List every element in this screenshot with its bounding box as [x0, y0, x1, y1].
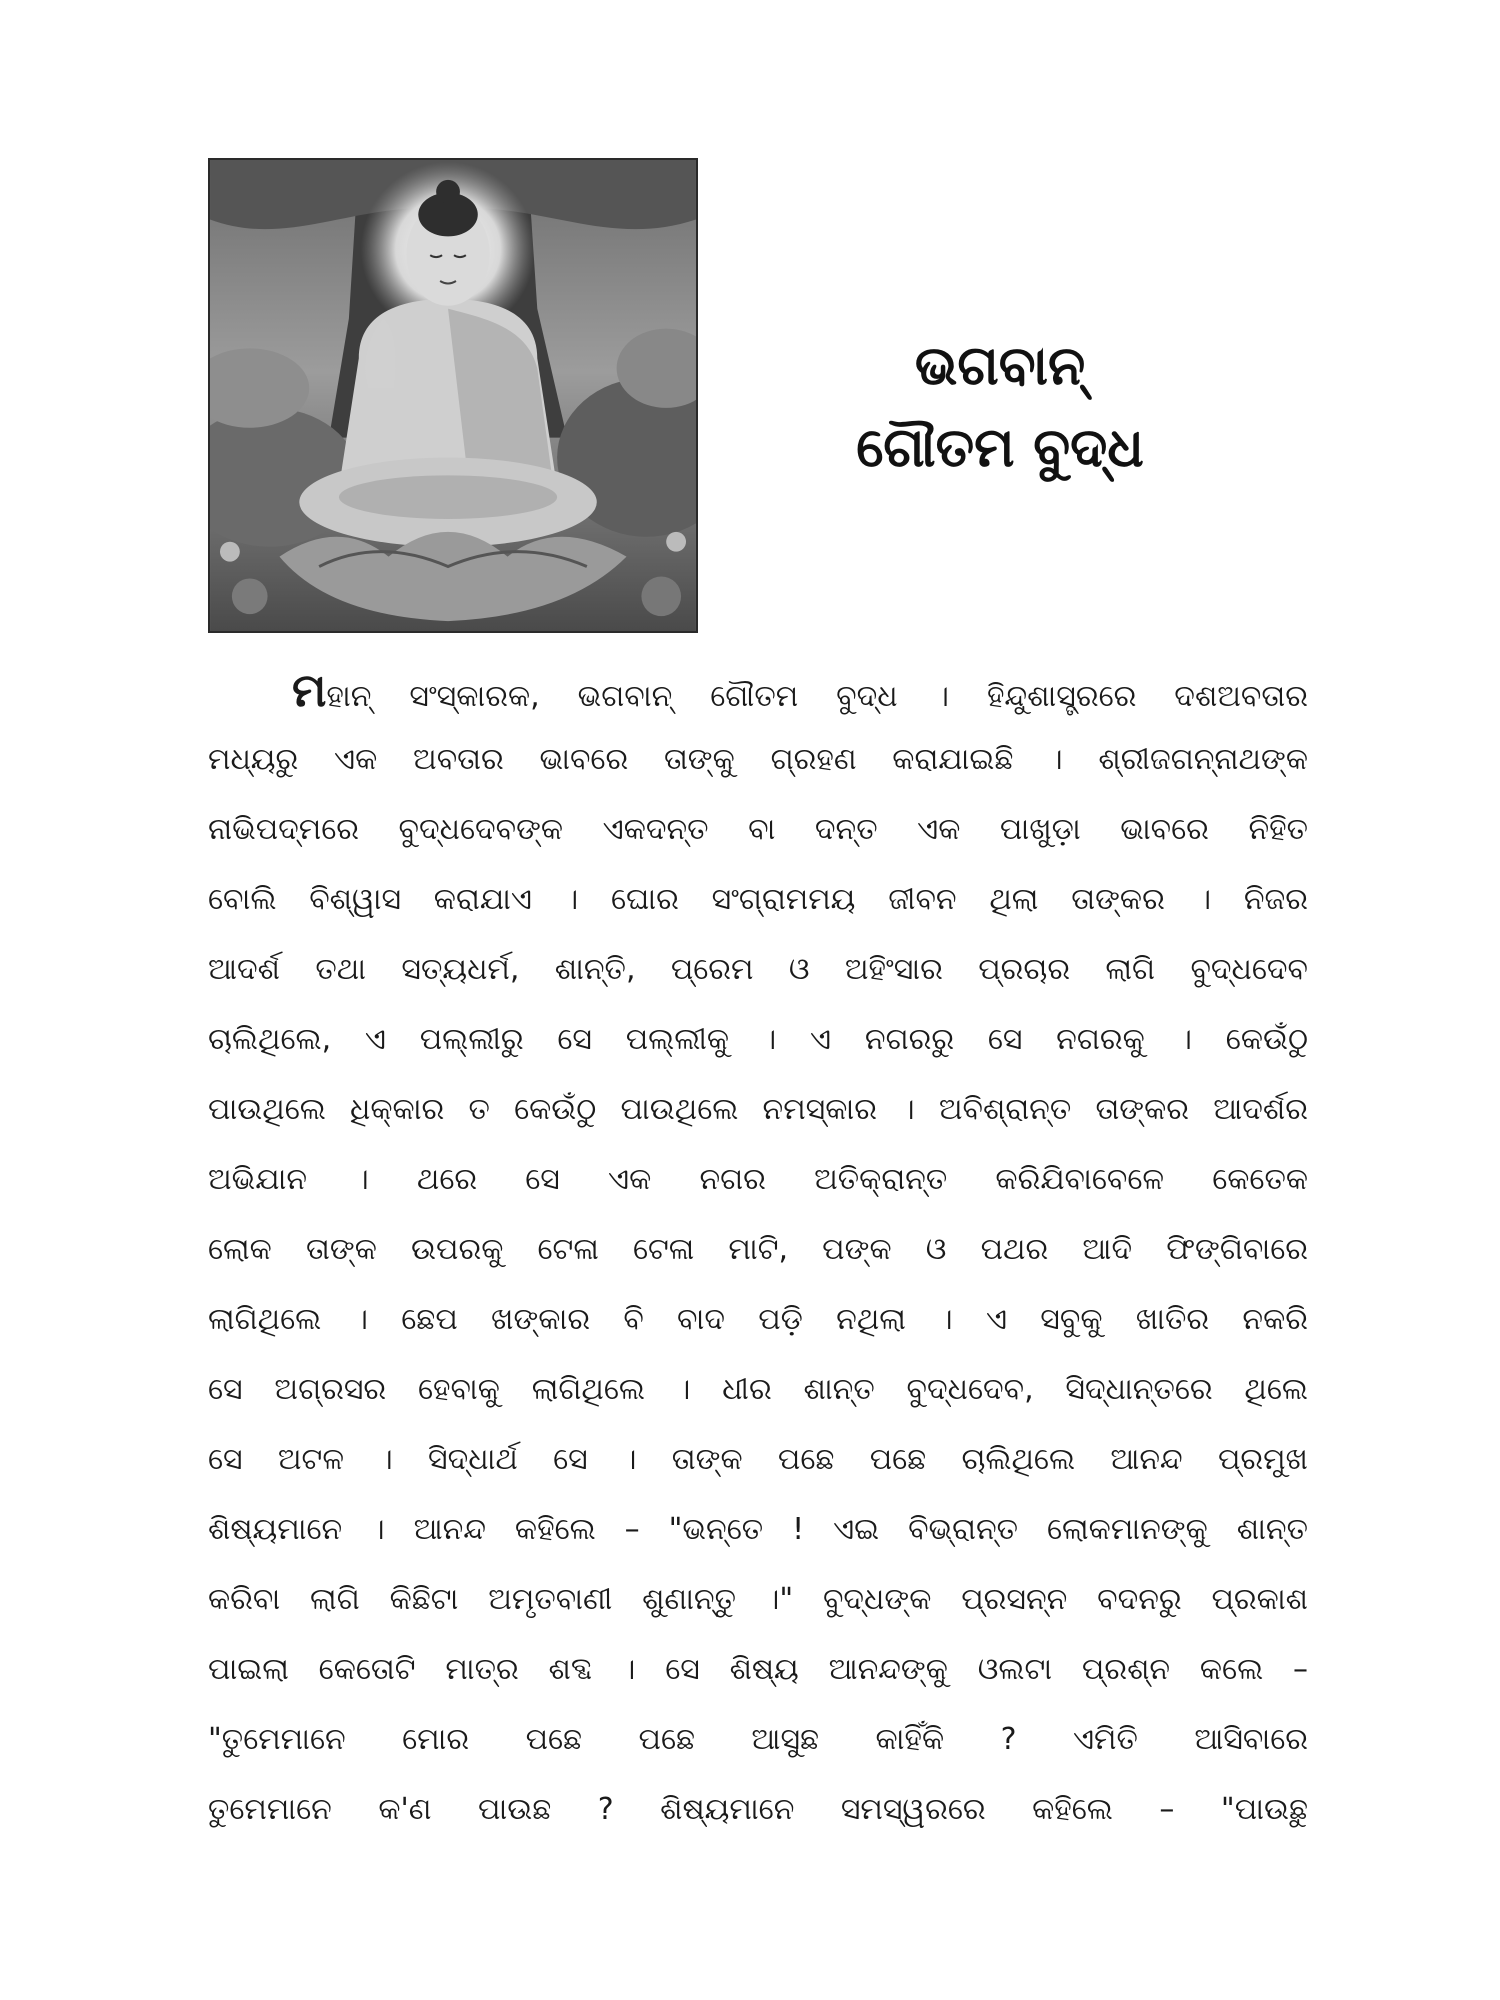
paragraph-line: ପାଉଥିଲେ ଧିକ୍କାର ତ କେଉଁଠୁ ପାଉଥିଲେ ନମସ୍କାର । ଅବିଶ୍ରାନ୍ତ ତାଙ୍କର ଆଦର୍ଶର [208, 1092, 1308, 1127]
paragraph-line: ନାଭିପଦ୍ମରେ ବୁଦ୍ଧଦେବଙ୍କ ଏକଦନ୍ତ ବା ଦନ୍ତ ଏକ ପାଖୁଡ଼ା ଭାବରେ ନିହିତ [208, 812, 1308, 847]
first-line-text: ହାନ୍ ସଂସ୍କାରକ, ଭଗବାନ୍ ଗୌତମ ବୁଦ୍ଧ । ହିନ୍ଦୁଶାସ୍ତ୍ରରେ ଦଶଅବତାର [326, 679, 1308, 714]
paragraph-line: ଶିଷ୍ୟମାନେ । ଆନନ୍ଦ କହିଲେ – "ଭନ୍ତେ ! ଏଇ ବିଭ୍ରାନ୍ତ ଲୋକମାନଙ୍କୁ ଶାନ୍ତ [208, 1512, 1308, 1547]
paragraph-line: "ତୁମେମାନେ ମୋର ପଛେ ପଛେ ଆସୁଛ କାହିଁକି ? ଏମିତି ଆସିବାରେ [208, 1722, 1308, 1757]
buddha-illustration [208, 158, 698, 633]
paragraph-line: ତୁମେମାନେ କ'ଣ ପାଉଛ ? ଶିଷ୍ୟମାନେ ସମସ୍ୱରରେ କହିଲେ – "ପାଉଛୁ [208, 1792, 1308, 1827]
paragraph-line: ବୋଲି ବିଶ୍ୱାସ କରାଯାଏ । ଘୋର ସଂଗ୍ରାମମୟ ଜୀବନ ଥିଲା ତାଙ୍କର । ନିଜର [208, 882, 1308, 917]
paragraph-line: ଲାଗିଥିଲେ । ଛେପ ଖଙ୍କାର ବି ବାଦ ପଡ଼ି ନଥିଲା । ଏ ସବୁକୁ ଖାତିର ନକରି [208, 1302, 1308, 1337]
paragraph-first-line [208, 655, 1308, 725]
paragraph-line: ଲୋକ ତାଙ୍କ ଉପରକୁ ଟେଳା ଟେଳା ମାଟି, ପଙ୍କ ଓ ପଥର ଆଦି ଫିଙ୍ଗିବାରେ [208, 1232, 1308, 1267]
paragraph-line: ଚାଲିଥିଲେ, ଏ ପଲ୍ଲୀରୁ ସେ ପଲ୍ଲୀକୁ । ଏ ନଗରରୁ ସେ ନଗରକୁ । କେଉଁଠୁ [208, 1022, 1308, 1057]
body-paragraph [208, 655, 1308, 1845]
paragraph-line: ସେ ଅଟଳ । ସିଦ୍ଧାର୍ଥ ସେ । ତାଙ୍କ ପଛେ ପଛେ ଚାଲିଥିଲେ ଆନନ୍ଦ ପ୍ରମୁଖ [208, 1442, 1308, 1477]
chapter-title [780, 325, 1220, 489]
paragraph-line: ଅଭିଯାନ । ଥରେ ସେ ଏକ ନଗର ଅତିକ୍ରାନ୍ତ କରିଯିବାବେଳେ କେତେକ [208, 1162, 1308, 1197]
drop-cap: ମ [292, 663, 327, 717]
buddha-illustration-drawing [210, 160, 696, 631]
paragraph-line: ଆଦର୍ଶ ତଥା ସତ୍ୟଧର୍ମ, ଶାନ୍ତି, ପ୍ରେମ ଓ ଅହିଂସାର ପ୍ରଚାର ଲାଗି ବୁଦ୍ଧଦେବ [208, 952, 1308, 987]
paragraph-line: ପାଇଲା କେତୋଟି ମାତ୍ର ଶବ୍ଦ । ସେ ଶିଷ୍ୟ ଆନନ୍ଦଙ୍କୁ ଓଲଟା ପ୍ରଶ୍ନ କଲେ – [208, 1652, 1308, 1687]
paragraph-line: କରିବା ଲାଗି କିଛିଟା ଅମୃତବାଣୀ ଶୁଣାନ୍ତୁ ।" ବୁଦ୍ଧଙ୍କ ପ୍ରସନ୍ନ ବଦନରୁ ପ୍ରକାଶ [208, 1582, 1308, 1617]
title-line-1: ଭଗବାନ୍ [914, 334, 1086, 397]
title-line-2: ଗୌତମ ବୁଦ୍ଧ [856, 416, 1144, 479]
paragraph-line: ସେ ଅଗ୍ରସର ହେବାକୁ ଲାଗିଥିଲେ । ଧୀର ଶାନ୍ତ ବୁଦ୍ଧଦେବ, ସିଦ୍ଧାନ୍ତରେ ଥିଲେ [208, 1372, 1308, 1407]
paragraph-line: ମଧ୍ୟରୁ ଏକ ଅବତାର ଭାବରେ ତାଙ୍କୁ ଗ୍ରହଣ କରାଯାଇଛି । ଶ୍ରୀଜଗନ୍ନାଥଙ୍କ [208, 742, 1308, 777]
